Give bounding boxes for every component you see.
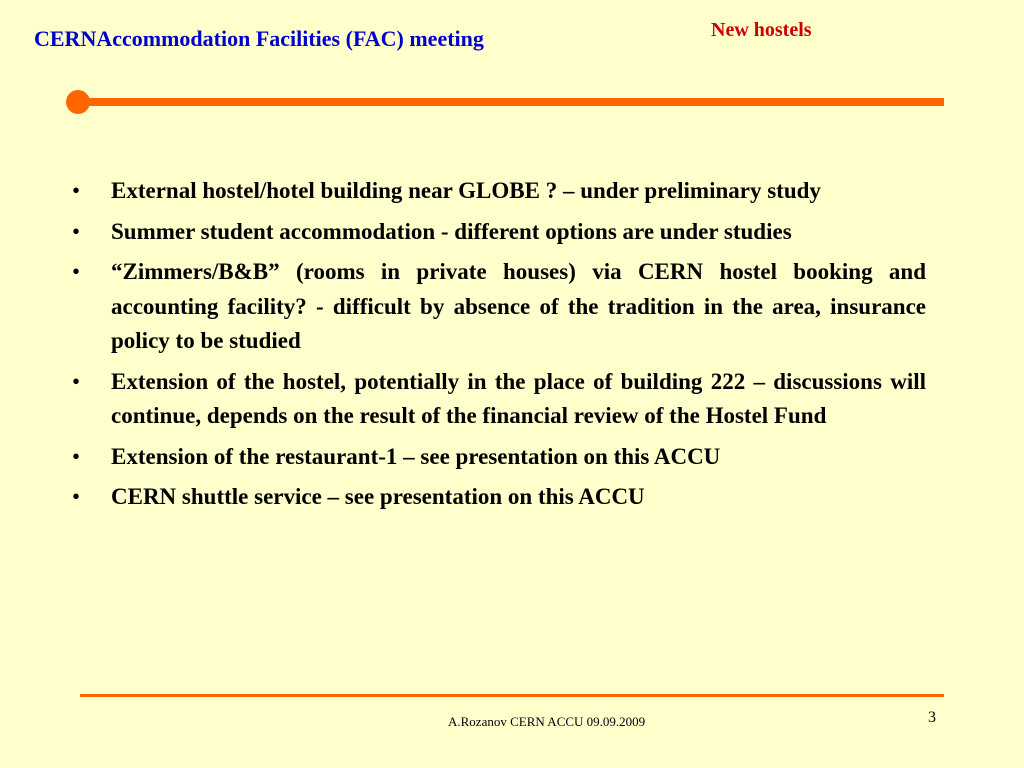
page-number: 3 [928,709,936,726]
bullet-item [72,215,926,250]
bullet-text: Summer student accommodation - different options are under studies [111,218,792,244]
footer-text: A.Rozanov CERN ACCU 09.09.2009 [448,714,646,729]
bullet-text: CERN shuttle service – see presentation on this ACCU [111,484,645,509]
bullet-icon: • [72,368,81,394]
bullet-text: Extension of the hostel, potentially in the place of building 222 – discussions will continue, depends on the result of the financial review of the Hostel Fund [111,368,926,428]
bullet-item [72,480,926,515]
bullet-item [72,174,926,209]
bullet-icon: • [72,484,81,509]
top-divider-dot [66,90,90,114]
bullet-text: “Zimmers/B&B” (rooms in private houses) via CERN hostel booking and accounting facility? - difficult by absence of the tradition in the area, insurance policy to be studied [111,259,926,353]
bullet-icon: • [72,178,81,203]
bullet-text: External hostel/hotel building near GLOBE ? – under preliminary study [111,178,821,203]
top-divider-line [78,98,944,106]
bullet-item [72,440,926,475]
slide-title: CERNAccommodation Facilities (FAC) meeting [34,26,484,51]
bottom-divider-line [80,694,944,697]
bullet-item [72,255,926,359]
bullet-icon: • [72,218,81,244]
bullet-icon: • [72,443,81,469]
section-label: New hostels [711,19,812,41]
bullet-icon: • [72,259,81,284]
bullet-text: Extension of the restaurant-1 – see presentation on this ACCU [111,443,721,469]
bullet-list [72,174,926,521]
bullet-item [72,365,926,434]
